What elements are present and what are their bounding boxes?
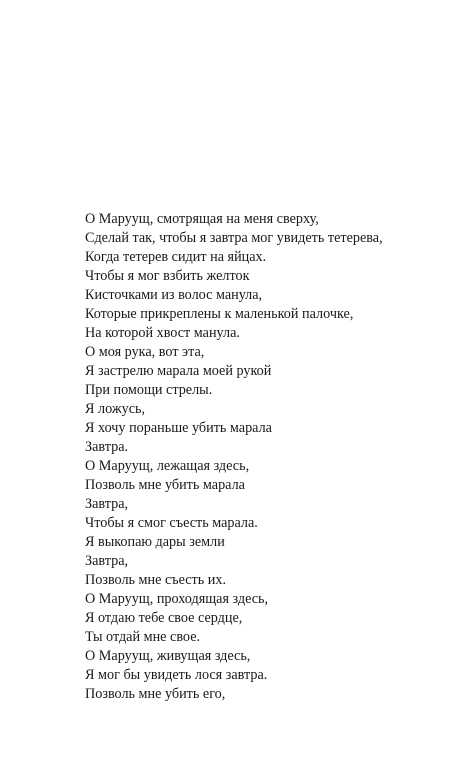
- poem-line: Я ложусь,: [85, 401, 146, 417]
- poem-line: О моя рука, вот эта,: [85, 344, 205, 360]
- poem-line: Чтобы я смог съесть марала.: [85, 515, 258, 531]
- poem-line: Я выкопаю дары земли: [85, 534, 225, 550]
- poem-line: Позволь мне убить его,: [85, 686, 226, 702]
- poem-line: Я хочу пораньше убить марала: [85, 420, 272, 436]
- poem-line: На которой хвост манула.: [85, 325, 240, 341]
- poem-text: [85, 210, 425, 704]
- poem-line: Завтра.: [85, 439, 129, 455]
- poem-line: Которые прикреплены к маленькой палочке,: [85, 306, 354, 322]
- poem-line: Чтобы я мог взбить желток: [85, 268, 250, 284]
- poem-line: Я мог бы увидеть лося завтра.: [85, 667, 268, 683]
- poem-line: Позволь мне убить марала: [85, 477, 245, 493]
- poem-line: Ты отдай мне свое.: [85, 629, 201, 645]
- poem-line: О Маруущ, смотрящая на меня сверху,: [85, 211, 319, 227]
- poem-line: Я застрелю марала моей рукой: [85, 363, 272, 379]
- poem-line: Завтра,: [85, 553, 129, 569]
- poem-line: О Маруущ, живущая здесь,: [85, 648, 251, 664]
- poem-line: Я отдаю тебе свое сердце,: [85, 610, 243, 626]
- poem-line: О Маруущ, проходящая здесь,: [85, 591, 269, 607]
- poem-line: При помощи стрелы.: [85, 382, 213, 398]
- poem-line: Кисточками из волос манула,: [85, 287, 263, 303]
- poem-line: Позволь мне съесть их.: [85, 572, 226, 588]
- poem-line: Когда тетерев сидит на яйцах.: [85, 249, 267, 265]
- poem-line: Сделай так, чтобы я завтра мог увидеть тетерева,: [85, 230, 383, 246]
- poem-line: Завтра,: [85, 496, 129, 512]
- poem-line: О Маруущ, лежащая здесь,: [85, 458, 250, 474]
